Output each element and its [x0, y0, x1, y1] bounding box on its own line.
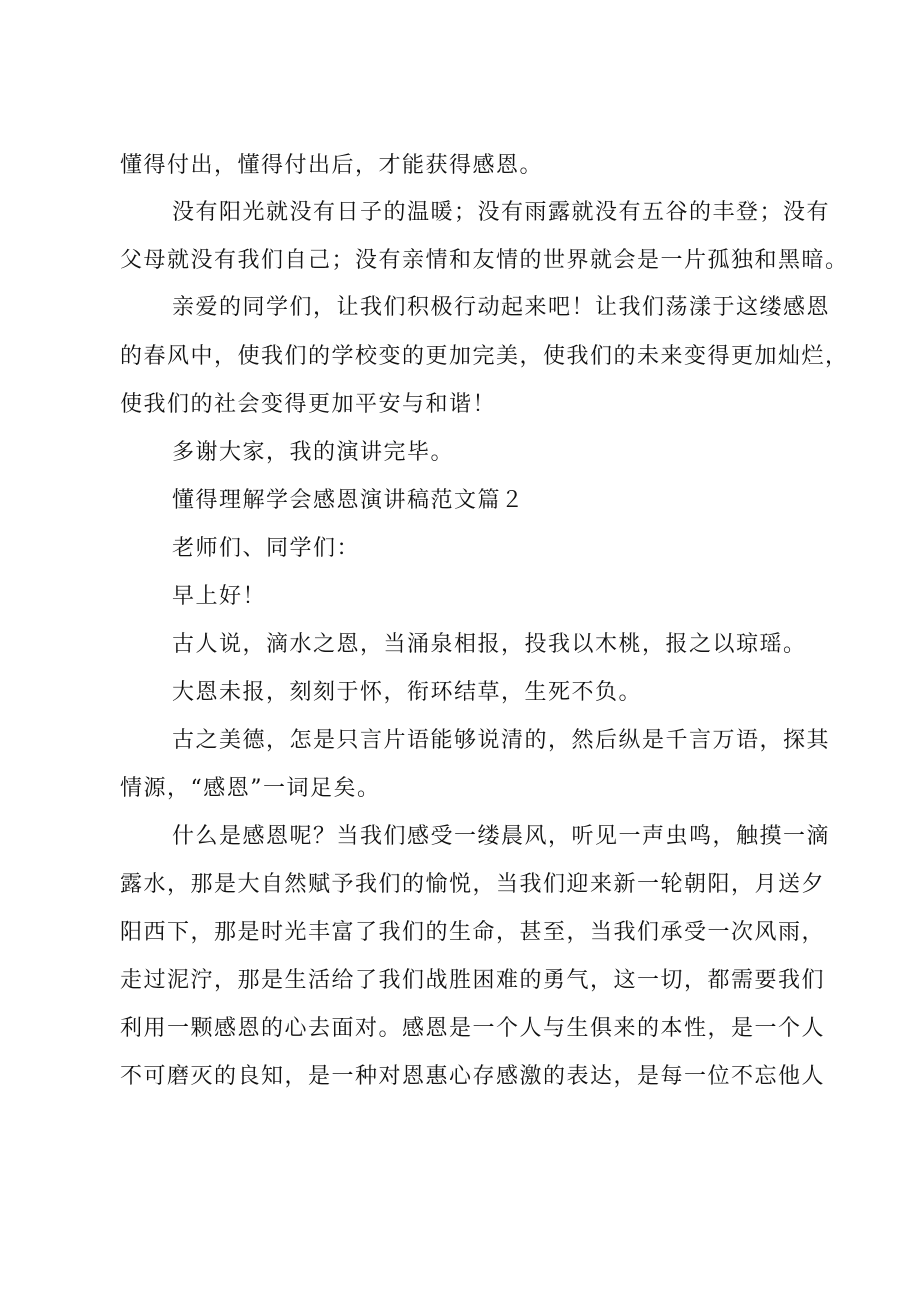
text-line: 走过泥泞，那是生活给了我们战胜困难的勇气，这一切，都需要我们: [120, 968, 826, 993]
text-line: 阳西下，那是时光丰富了我们的生命，甚至，当我们承受一次风雨，: [120, 920, 826, 945]
text-line: 的春风中，使我们的学校变的更加完美，使我们的未来变得更加灿烂，: [120, 344, 849, 369]
text-line: 古人说，滴水之恩，当涌泉相报，投我以木桃，报之以琼瑶。: [172, 632, 807, 657]
text-line: 没有阳光就没有日子的温暖；没有雨露就没有五谷的丰登；没有: [172, 200, 831, 225]
text-line: 情源，“感恩”一词足矣。: [120, 776, 381, 801]
text-line: 使我们的社会变得更加平安与和谐！: [120, 392, 497, 417]
text-line: 多谢大家，我的演讲完毕。: [172, 440, 455, 465]
text-line: 亲爱的同学们，让我们积极行动起来吧！让我们荡漾于这缕感恩: [172, 295, 831, 320]
text-line: 露水，那是大自然赋予我们的愉悦，当我们迎来新一轮朝阳，月送夕: [120, 872, 826, 897]
text-line: 古之美德，怎是只言片语能够说清的，然后纵是千言万语，探其: [172, 728, 831, 753]
text-line: 不可磨灭的良知，是一种对恩惠心存感激的表达，是每一位不忘他人: [120, 1064, 826, 1089]
text-line: 父母就没有我们自己；没有亲情和友情的世界就会是一片孤独和黑暗。: [120, 248, 849, 273]
text-line: 懂得付出，懂得付出后，才能获得感恩。: [120, 153, 544, 178]
text-line: 早上好！: [172, 584, 267, 609]
text-line: 什么是感恩呢？当我们感受一缕晨风，听见一声虫鸣，触摸一滴: [172, 824, 831, 849]
text-line: 大恩未报，刻刻于怀，衔环结草，生死不负。: [172, 680, 643, 705]
text-line: 利用一颗感恩的心去面对。感恩是一个人与生俱来的本性，是一个人: [120, 1016, 826, 1041]
section-heading: 懂得理解学会感恩演讲稿范文篇２: [172, 488, 525, 513]
text-line: 老师们、同学们：: [172, 536, 361, 561]
